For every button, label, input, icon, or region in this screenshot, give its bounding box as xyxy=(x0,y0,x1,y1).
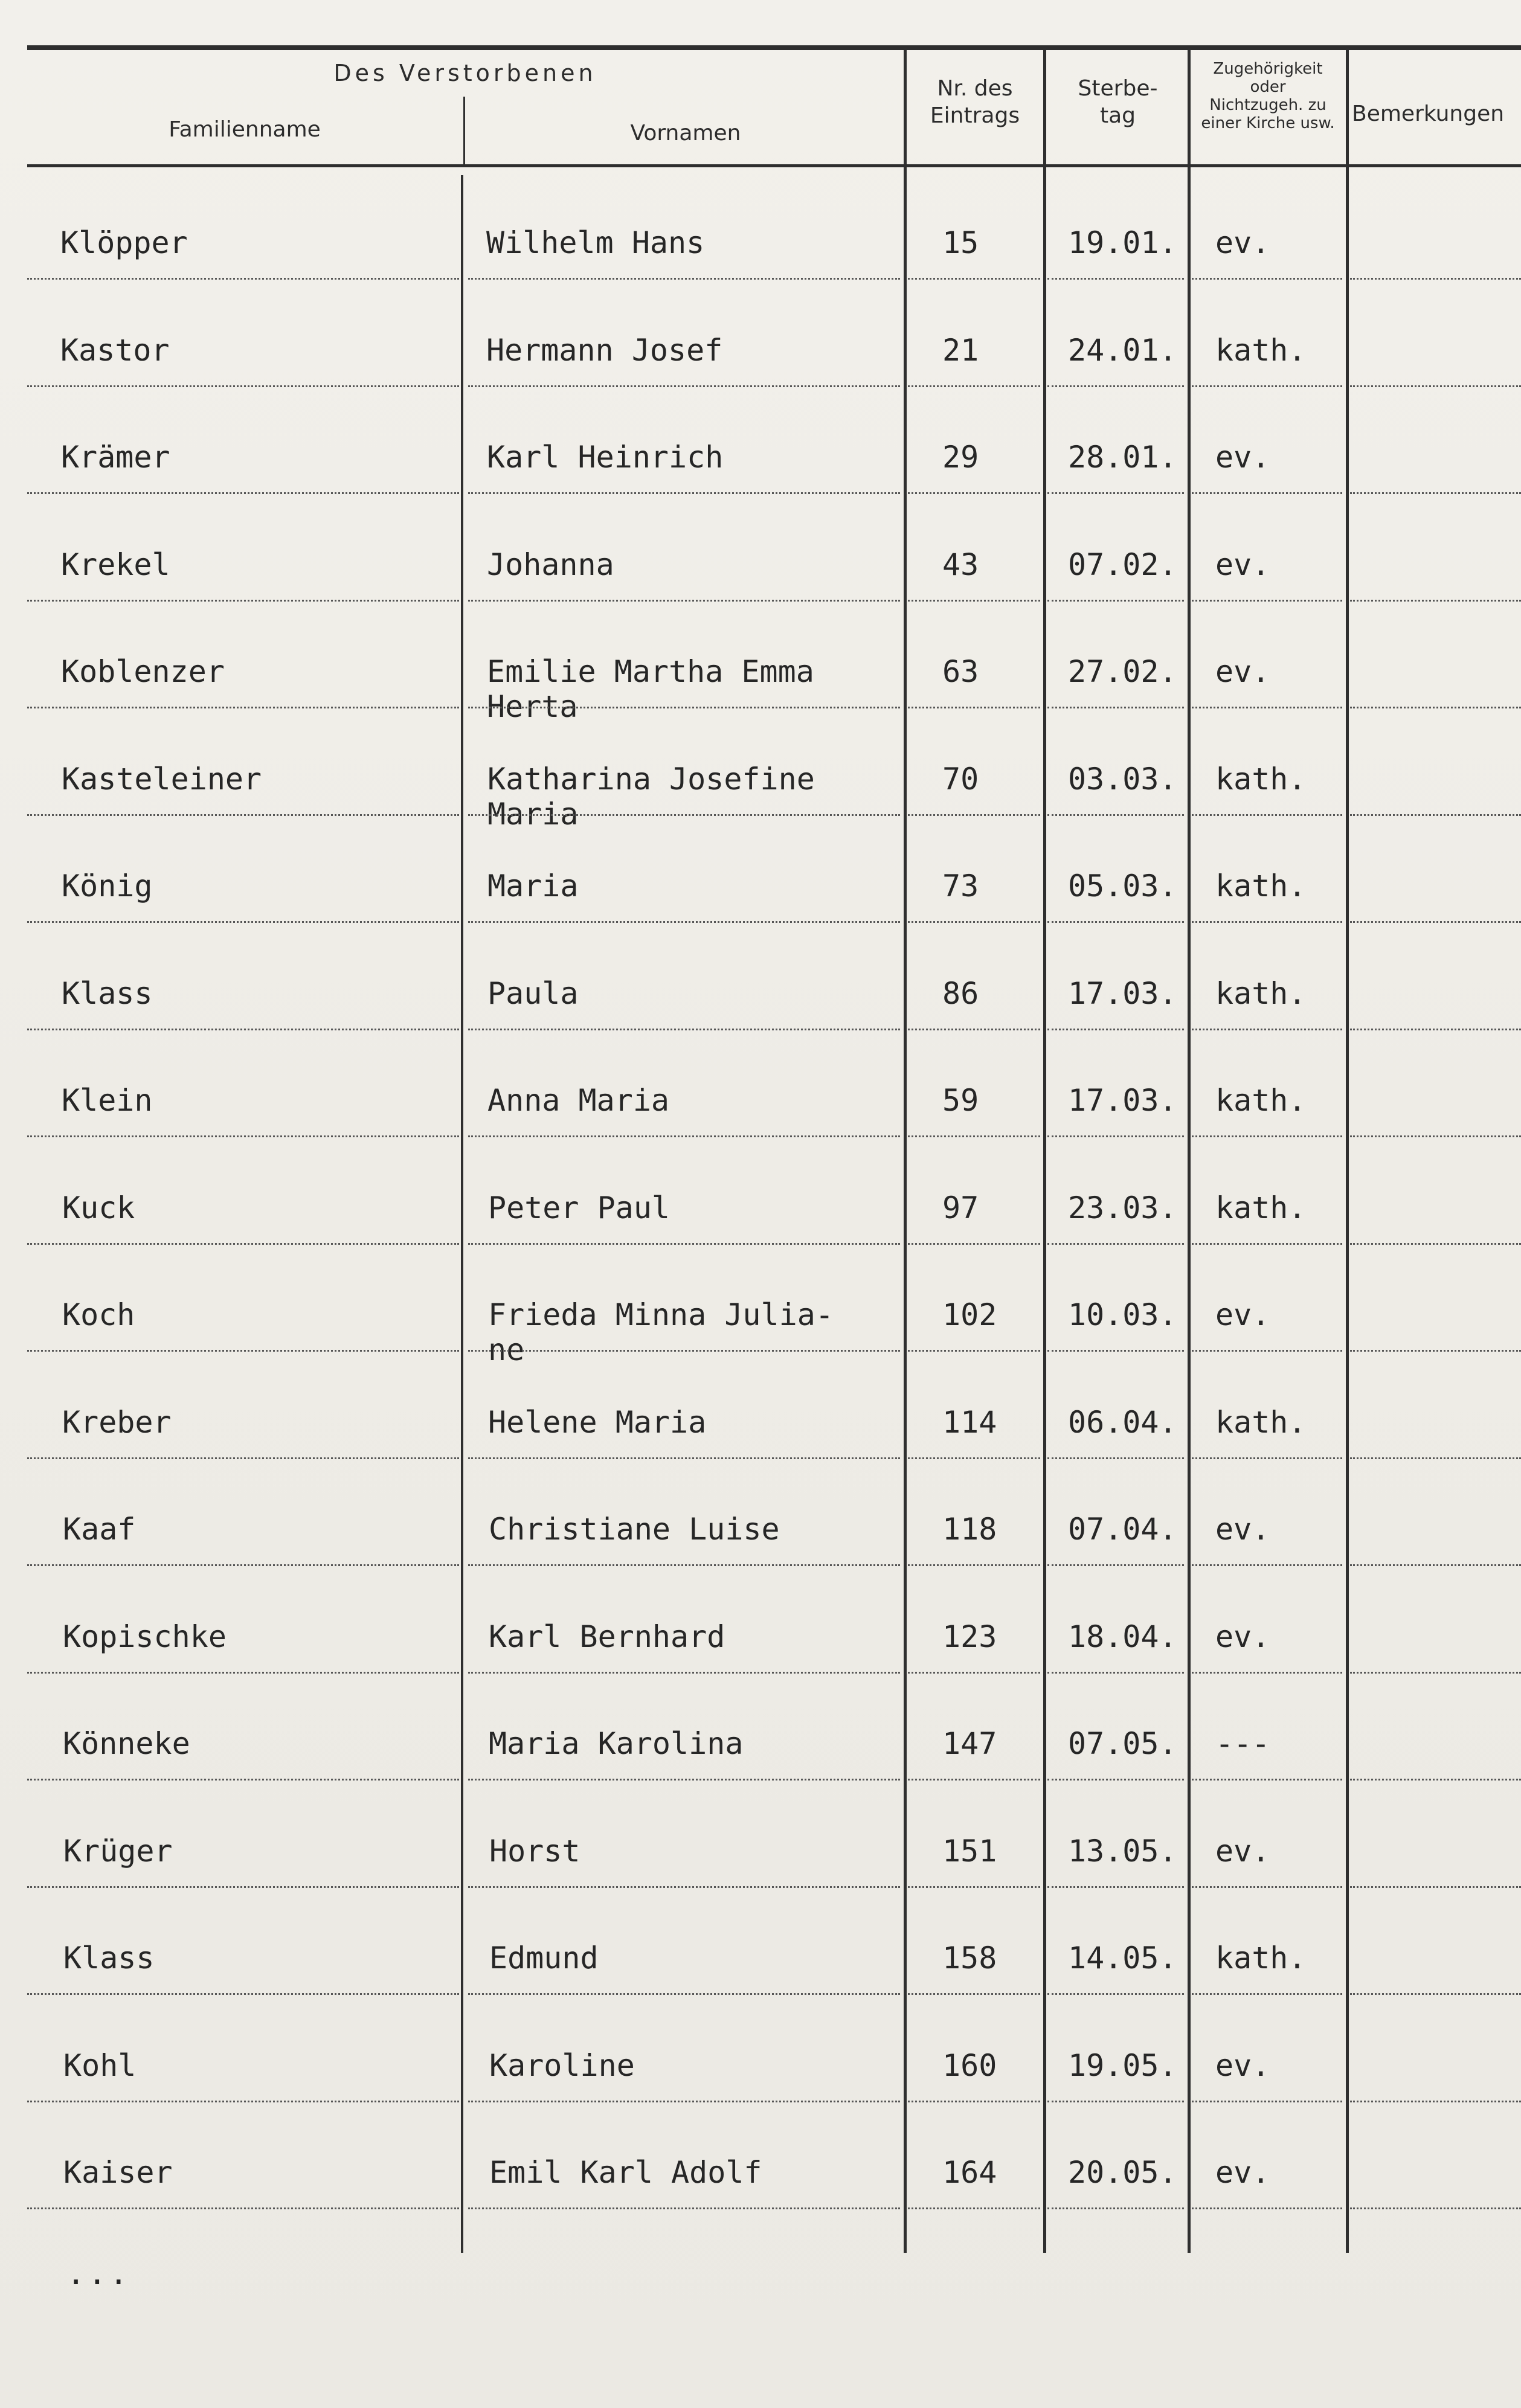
cell-eintrag-nr: 73 xyxy=(942,868,979,904)
cell-sterbetag: 14.05. xyxy=(1068,1941,1177,1976)
row-separator xyxy=(468,707,900,708)
row-separator xyxy=(1350,1457,1521,1459)
row-separator xyxy=(908,707,1040,708)
row-separator xyxy=(1350,707,1521,708)
row-separator xyxy=(1047,1243,1184,1245)
cell-eintrag-nr: 151 xyxy=(942,1834,997,1869)
cell-familienname: Kaaf xyxy=(63,1512,136,1547)
cell-eintrag-nr: 158 xyxy=(942,1941,997,1976)
cell-kirche: --- xyxy=(1215,1726,1270,1761)
row-separator xyxy=(1350,1779,1521,1780)
cell-vornamen: Christiane Luise xyxy=(489,1512,780,1547)
header-zugehoerigkeit xyxy=(1190,60,1346,133)
row-separator xyxy=(1192,2207,1342,2209)
cell-vornamen: Emil Karl Adolf xyxy=(489,2155,762,2190)
row-separator xyxy=(1192,1779,1342,1780)
cell-familienname: Kreber xyxy=(62,1405,172,1440)
row-separator xyxy=(1192,600,1342,602)
row-separator xyxy=(27,1135,459,1137)
row-separator xyxy=(27,814,459,816)
cell-kirche: ev. xyxy=(1215,1619,1270,1654)
cell-sterbetag: 10.03. xyxy=(1068,1297,1177,1332)
row-separator xyxy=(27,2101,459,2102)
cell-familienname: König xyxy=(62,868,153,904)
row-separator xyxy=(468,2207,900,2209)
col-line-sterbetag xyxy=(1043,48,1046,2253)
cell-sterbetag: 18.04. xyxy=(1068,1619,1177,1654)
cell-vornamen-continued: Herta xyxy=(487,689,578,724)
row-separator xyxy=(468,1564,900,1566)
cell-eintrag-nr: 102 xyxy=(942,1297,997,1332)
row-separator xyxy=(1047,1350,1184,1352)
cell-familienname: Krüger xyxy=(63,1834,173,1869)
row-separator xyxy=(27,1350,459,1352)
row-separator xyxy=(1047,385,1184,387)
cell-vornamen: Anna Maria xyxy=(487,1083,670,1118)
cell-eintrag-nr: 43 xyxy=(942,547,979,582)
header-bottom-rule xyxy=(27,164,1521,167)
row-separator xyxy=(1047,2207,1184,2209)
cell-vornamen: Peter Paul xyxy=(488,1190,670,1225)
row-separator xyxy=(1350,492,1521,494)
cell-eintrag-nr: 160 xyxy=(942,2048,997,2083)
row-separator xyxy=(468,1886,900,1888)
row-separator xyxy=(1350,1564,1521,1566)
row-separator xyxy=(468,814,900,816)
cell-eintrag-nr: 29 xyxy=(942,440,979,475)
row-separator xyxy=(908,1672,1040,1674)
row-separator xyxy=(1047,1886,1184,1888)
row-separator xyxy=(1047,814,1184,816)
row-separator xyxy=(1192,1886,1342,1888)
row-separator xyxy=(908,385,1040,387)
cell-familienname: Klass xyxy=(62,976,153,1011)
cell-vornamen-continued: Maria xyxy=(487,797,579,832)
row-separator xyxy=(1350,1135,1521,1137)
col-line-vornamen xyxy=(461,175,463,2253)
row-separator xyxy=(908,1564,1040,1566)
row-separator xyxy=(1192,1564,1342,1566)
cell-kirche: ev. xyxy=(1215,2048,1270,2083)
cell-vornamen: Horst xyxy=(489,1834,580,1869)
row-separator xyxy=(908,1243,1040,1245)
cell-vornamen: Paula xyxy=(487,976,579,1011)
cell-kirche: kath. xyxy=(1215,333,1307,368)
top-rule xyxy=(27,45,1521,50)
cell-eintrag-nr: 164 xyxy=(942,2155,997,2190)
cell-sterbetag: 28.01. xyxy=(1068,440,1177,475)
row-separator xyxy=(1192,278,1342,280)
row-separator xyxy=(468,1350,900,1352)
cell-familienname: Kuck xyxy=(62,1190,135,1225)
row-separator xyxy=(27,1672,459,1674)
row-separator xyxy=(1350,1886,1521,1888)
cell-vornamen: Maria Karolina xyxy=(489,1726,744,1761)
row-separator xyxy=(1047,492,1184,494)
cell-sterbetag: 23.03. xyxy=(1068,1190,1177,1225)
cell-familienname: Krämer xyxy=(61,440,170,475)
row-separator xyxy=(27,600,459,602)
row-separator xyxy=(468,2101,900,2102)
row-separator xyxy=(1192,1457,1342,1459)
row-separator xyxy=(1350,1993,1521,1995)
cell-eintrag-nr: 70 xyxy=(942,762,979,797)
cell-sterbetag: 19.01. xyxy=(1068,225,1177,260)
cell-familienname: Krekel xyxy=(61,547,170,582)
cell-sterbetag: 03.03. xyxy=(1068,762,1177,797)
row-separator xyxy=(1350,278,1521,280)
row-separator xyxy=(27,492,459,494)
header-bemerkungen: Bemerkungen xyxy=(1352,101,1505,126)
row-separator xyxy=(468,1779,900,1780)
row-separator xyxy=(908,1135,1040,1137)
row-separator xyxy=(27,1243,459,1245)
row-separator xyxy=(908,2207,1040,2209)
cell-familienname: Klein xyxy=(62,1083,153,1118)
row-separator xyxy=(27,385,459,387)
row-separator xyxy=(908,278,1040,280)
cell-familienname: Könneke xyxy=(63,1726,190,1761)
cell-sterbetag: 06.04. xyxy=(1068,1405,1177,1440)
row-separator xyxy=(27,1029,459,1030)
cell-eintrag-nr: 15 xyxy=(942,225,979,260)
cell-vornamen: Johanna xyxy=(487,547,614,582)
row-separator xyxy=(1047,1672,1184,1674)
row-separator xyxy=(1047,2101,1184,2102)
row-separator xyxy=(27,2207,459,2209)
row-separator xyxy=(1047,1564,1184,1566)
row-separator xyxy=(1350,1243,1521,1245)
cell-kirche: kath. xyxy=(1215,868,1307,904)
row-separator xyxy=(1192,1135,1342,1137)
row-separator xyxy=(1192,921,1342,923)
row-separator xyxy=(27,1457,459,1459)
row-separator xyxy=(1192,492,1342,494)
cell-vornamen: Frieda Minna Julia- xyxy=(488,1297,834,1332)
row-separator xyxy=(1192,2101,1342,2102)
row-separator xyxy=(468,1672,900,1674)
row-separator xyxy=(468,1993,900,1995)
cell-kirche: ev. xyxy=(1215,225,1270,260)
cell-kirche: kath. xyxy=(1215,1190,1307,1225)
cell-familienname: Kopischke xyxy=(63,1619,227,1654)
row-separator xyxy=(468,492,900,494)
header-vornamen: Vornamen xyxy=(630,121,741,146)
row-separator xyxy=(468,385,900,387)
row-separator xyxy=(1047,1029,1184,1030)
row-separator xyxy=(908,1029,1040,1030)
row-separator xyxy=(908,1457,1040,1459)
row-separator xyxy=(1350,921,1521,923)
row-separator xyxy=(1192,1993,1342,1995)
row-separator xyxy=(1192,385,1342,387)
cell-sterbetag: 07.04. xyxy=(1068,1512,1177,1547)
row-separator xyxy=(27,707,459,708)
cell-eintrag-nr: 114 xyxy=(942,1405,997,1440)
cell-sterbetag: 13.05. xyxy=(1068,1834,1177,1869)
cell-kirche: ev. xyxy=(1215,654,1270,689)
cell-eintrag-nr: 97 xyxy=(942,1190,979,1225)
cell-sterbetag: 17.03. xyxy=(1068,1083,1177,1118)
cell-sterbetag: 27.02. xyxy=(1068,654,1177,689)
continuation-ellipsis: ... xyxy=(66,2256,130,2292)
cell-vornamen: Wilhelm Hans xyxy=(486,225,705,260)
row-separator xyxy=(468,1457,900,1459)
row-separator xyxy=(1350,385,1521,387)
cell-eintrag-nr: 86 xyxy=(942,976,979,1011)
col-line-bemerkungen xyxy=(1346,48,1349,2253)
cell-kirche: kath. xyxy=(1215,1941,1307,1976)
cell-kirche: kath. xyxy=(1215,976,1307,1011)
header-familienname: Familienname xyxy=(169,117,321,142)
header-zugeh-line4: einer Kirche usw. xyxy=(1201,114,1335,132)
cell-familienname: Klöpper xyxy=(60,225,188,260)
cell-familienname: Kohl xyxy=(63,2048,137,2083)
row-separator xyxy=(1192,814,1342,816)
cell-sterbetag: 17.03. xyxy=(1068,976,1177,1011)
row-separator xyxy=(1350,1672,1521,1674)
row-separator xyxy=(908,600,1040,602)
cell-kirche: ev. xyxy=(1215,1512,1270,1547)
row-separator xyxy=(27,1886,459,1888)
row-separator xyxy=(1047,600,1184,602)
row-separator xyxy=(908,2101,1040,2102)
row-separator xyxy=(1047,707,1184,708)
row-separator xyxy=(1192,1350,1342,1352)
row-separator xyxy=(1047,278,1184,280)
row-separator xyxy=(468,600,900,602)
row-separator xyxy=(468,278,900,280)
row-separator xyxy=(27,1564,459,1566)
row-separator xyxy=(908,492,1040,494)
row-separator xyxy=(1192,1672,1342,1674)
cell-vornamen: Edmund xyxy=(489,1941,599,1976)
row-separator xyxy=(468,921,900,923)
row-separator xyxy=(1350,1350,1521,1352)
cell-vornamen: Hermann Josef xyxy=(486,333,723,368)
cell-eintrag-nr: 21 xyxy=(942,333,979,368)
row-separator xyxy=(27,921,459,923)
cell-kirche: kath. xyxy=(1215,1405,1307,1440)
header-zugeh-line1: Zugehörigkeit xyxy=(1213,60,1323,78)
header-sterbetag-line2: tag xyxy=(1099,103,1136,128)
header-zugeh-line3: Nichtzugeh. zu xyxy=(1209,95,1326,114)
row-separator xyxy=(468,1029,900,1030)
cell-vornamen: Karl Bernhard xyxy=(489,1619,725,1654)
cell-kirche: kath. xyxy=(1215,1083,1307,1118)
col-line-kirche xyxy=(1188,48,1191,2253)
cell-eintrag-nr: 118 xyxy=(942,1512,997,1547)
header-nr-line1: Nr. des xyxy=(937,76,1013,101)
row-separator xyxy=(1350,814,1521,816)
row-separator xyxy=(1350,1029,1521,1030)
row-separator xyxy=(27,278,459,280)
row-separator xyxy=(908,1779,1040,1780)
row-separator xyxy=(1047,1457,1184,1459)
cell-vornamen: Karl Heinrich xyxy=(487,440,724,475)
cell-vornamen: Emilie Martha Emma xyxy=(487,654,814,689)
row-separator xyxy=(908,1993,1040,1995)
cell-eintrag-nr: 147 xyxy=(942,1726,997,1761)
row-separator xyxy=(1047,1135,1184,1137)
cell-vornamen: Maria xyxy=(487,868,579,904)
cell-kirche: ev. xyxy=(1215,547,1270,582)
col-line-nr xyxy=(904,48,907,2253)
row-separator xyxy=(1047,921,1184,923)
cell-vornamen: Helene Maria xyxy=(488,1405,707,1440)
cell-sterbetag: 07.02. xyxy=(1068,547,1177,582)
cell-sterbetag: 20.05. xyxy=(1068,2155,1177,2190)
row-separator xyxy=(1047,1993,1184,1995)
cell-familienname: Kasteleiner xyxy=(62,762,262,797)
cell-vornamen: Karoline xyxy=(489,2048,635,2083)
cell-kirche: ev. xyxy=(1215,440,1270,475)
row-separator xyxy=(1350,600,1521,602)
cell-kirche: ev. xyxy=(1215,1297,1270,1332)
row-separator xyxy=(1192,1243,1342,1245)
header-nr-line2: Eintrags xyxy=(930,103,1020,128)
cell-eintrag-nr: 63 xyxy=(942,654,979,689)
row-separator xyxy=(27,1993,459,1995)
row-separator xyxy=(1350,2101,1521,2102)
cell-kirche: ev. xyxy=(1215,2155,1270,2190)
row-separator xyxy=(908,1350,1040,1352)
header-nr xyxy=(906,75,1044,129)
row-separator xyxy=(1192,707,1342,708)
cell-sterbetag: 07.05. xyxy=(1068,1726,1177,1761)
row-separator xyxy=(27,1779,459,1780)
cell-familienname: Klass xyxy=(63,1941,155,1976)
cell-sterbetag: 19.05. xyxy=(1068,2048,1177,2083)
header-zugeh-line2: oder xyxy=(1250,77,1286,96)
row-separator xyxy=(468,1135,900,1137)
row-separator xyxy=(908,814,1040,816)
row-separator xyxy=(908,1886,1040,1888)
cell-eintrag-nr: 123 xyxy=(942,1619,997,1654)
cell-kirche: kath. xyxy=(1215,762,1307,797)
cell-sterbetag: 05.03. xyxy=(1068,868,1177,904)
row-separator xyxy=(1350,2207,1521,2209)
row-separator xyxy=(468,1243,900,1245)
cell-familienname: Koch xyxy=(62,1297,135,1332)
row-separator xyxy=(1047,1779,1184,1780)
cell-vornamen-continued: ne xyxy=(488,1332,525,1367)
cell-eintrag-nr: 59 xyxy=(942,1083,979,1118)
cell-kirche: ev. xyxy=(1215,1834,1270,1869)
cell-sterbetag: 24.01. xyxy=(1068,333,1177,368)
cell-familienname: Kastor xyxy=(60,333,170,368)
cell-familienname: Koblenzer xyxy=(61,654,225,689)
header-group-label: Des Verstorbenen xyxy=(333,60,597,86)
cell-vornamen: Katharina Josefine xyxy=(487,762,815,797)
cell-familienname: Kaiser xyxy=(63,2155,173,2190)
header-sterbetag-line1: Sterbe- xyxy=(1078,76,1158,101)
header-sterbetag xyxy=(1047,75,1189,129)
row-separator xyxy=(1192,1029,1342,1030)
row-separator xyxy=(908,921,1040,923)
